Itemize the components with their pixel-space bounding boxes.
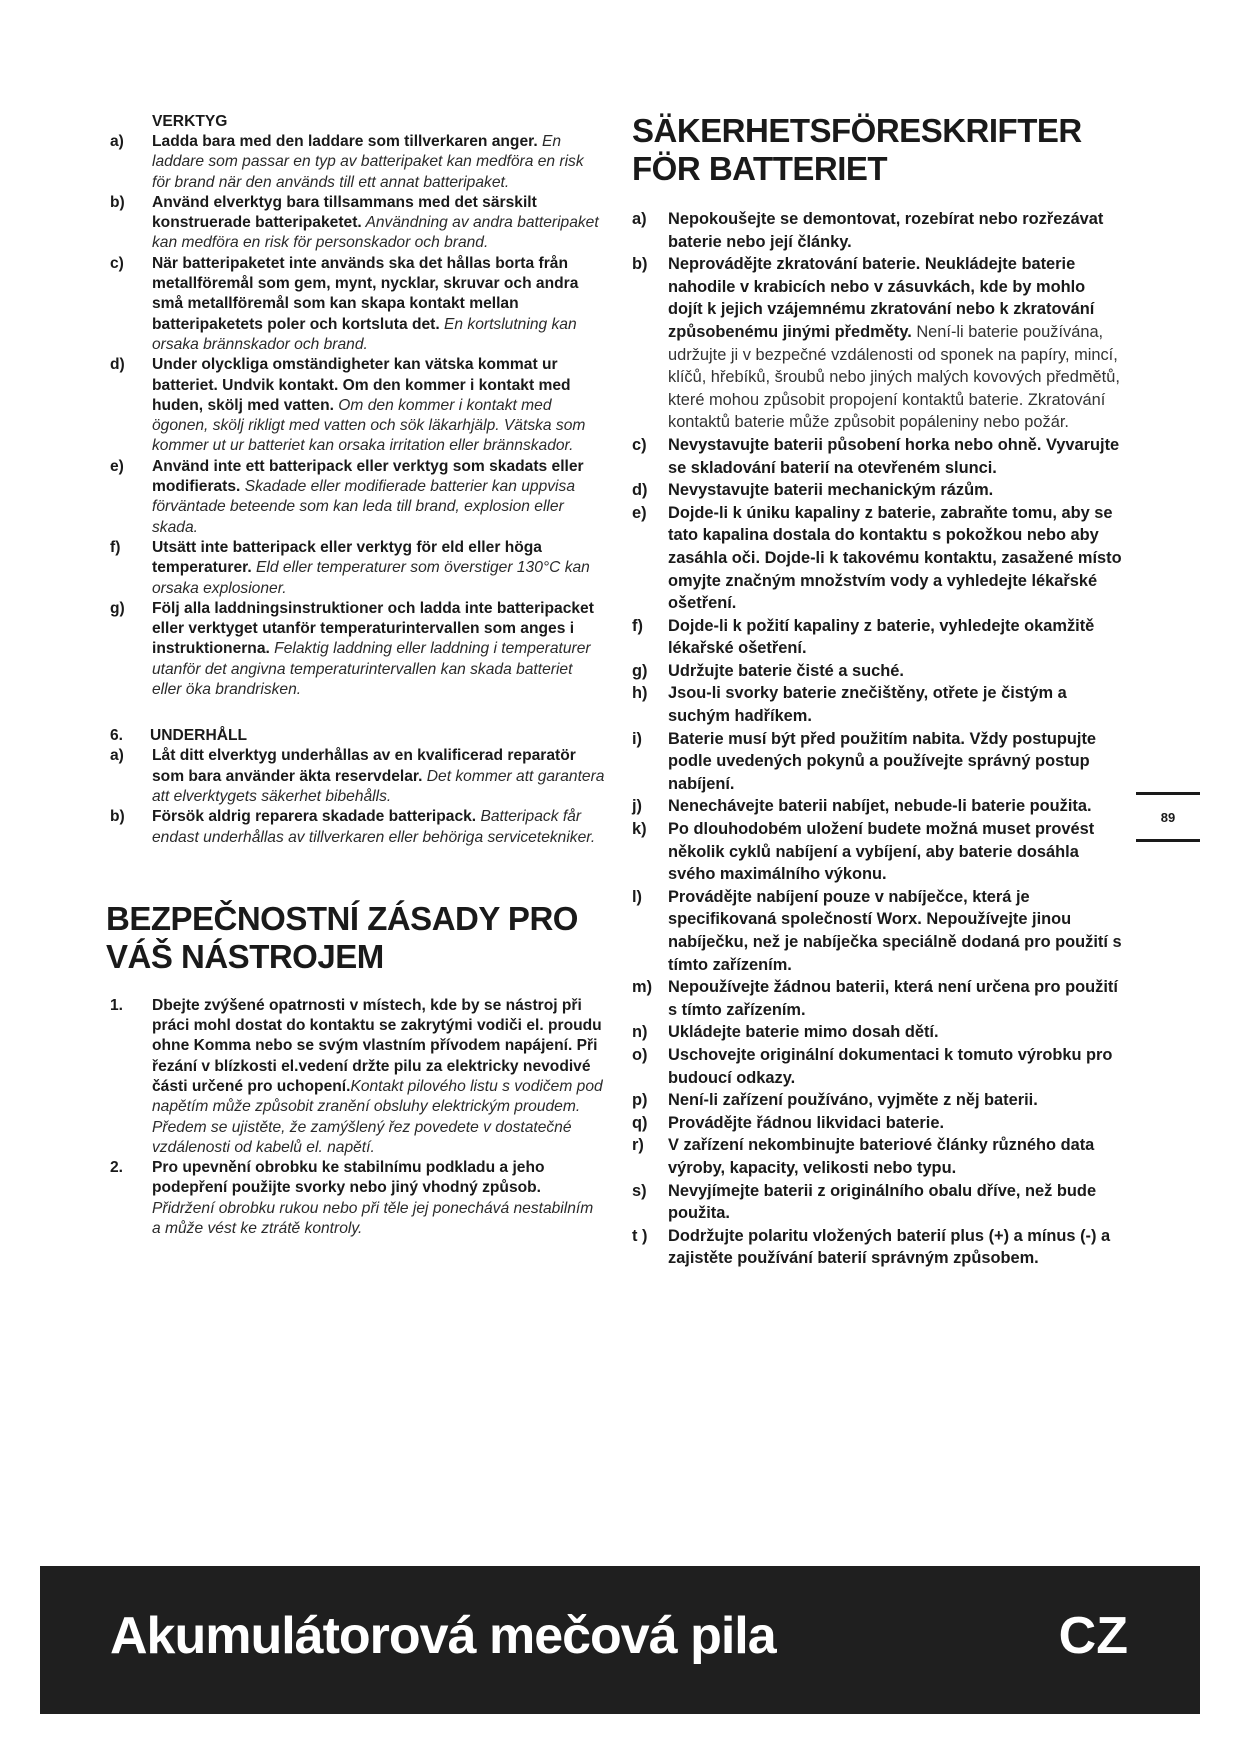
list-item-bold-text: Není-li zařízení používáno, vyjměte z něj baterii. [668, 1091, 1038, 1110]
list-item-bold-text: Nepokoušejte se demontovat, rozebírat nebo rozřezávat baterie nebo její články. [668, 210, 1104, 251]
list-item-bold-text: Ladda bara med den laddare som tillverkaren anger. [152, 133, 538, 150]
list-item [106, 807, 606, 848]
list-item-bold-text: Neprovádějte zkratování baterie. Neukládejte baterie nahodile v krabicích nebo v zásuvkách, kde by mohlo dojít k jejich vzájemnému zkratování nebo k zkratování způsobenému jinými předměty. [668, 255, 1095, 341]
list-item-bold-text: Pro upevnění obrobku ke stabilnímu podkladu a jeho podepření použijte svorky nebo jiný vhodný způsob. [152, 1159, 545, 1197]
list-item-bold-text: Dojde-li k úniku kapaliny z baterie, zabraňte tomu, aby se tato kapalina dostala do kontaktu s pokožkou nebo aby zasáhla oči. Dojde-li k takovému kontaktu, zasažené místo omyjte značným množstvím vody a vyhledejte lékařské ošetření. [668, 503, 1122, 613]
list-item [632, 434, 1122, 479]
list-item-bold-text: Ukládejte baterie mimo dosah dětí. [668, 1023, 939, 1042]
cz-safety-title: BEZPEČNOSTNÍ ZÁSADY PRO VÁŠ NÁSTROJEM [106, 899, 578, 975]
list-item-label: c) [110, 254, 124, 272]
list-item-body-text: Eld eller temperaturer som överstiger 130°C kan orsaka explosioner. [152, 559, 590, 597]
list-item-bold-text: Nevystavujte baterii působení horka nebo ohně. Vyvarujte se skladování baterií na otevřeném slunci. [668, 435, 1120, 477]
list-item-label: e) [110, 457, 124, 475]
list-item-bold-text: Baterie musí být před použitím nabita. Vždy postupujte podle uvedených pokynů a používejte správný postup nabíjení. [668, 729, 1097, 793]
list-item-label: 2. [110, 1159, 124, 1177]
list-item-label: i) [632, 729, 643, 748]
list-item [632, 1044, 1122, 1089]
list-item [632, 208, 1122, 253]
list-item [632, 1021, 1122, 1044]
list-item-label: d) [632, 481, 648, 500]
page-number: 89 [1136, 792, 1200, 842]
section-number: 6. [110, 727, 124, 745]
section-title: UNDERHÅLL [150, 727, 248, 745]
battery-safety-title: SÄKERHETSFÖRESKRIFTER FÖR BATTERIET [632, 112, 1082, 187]
list-item-label: n) [632, 1023, 648, 1042]
list-item-bold-text: Nevyjímejte baterii z originálního obalu dříve, než bude použita. [668, 1181, 1097, 1223]
list-item [632, 253, 1122, 434]
list-item-label: j) [632, 797, 643, 816]
list-item-bold-text: Utsätt inte batteripack eller verktyg för eld eller höga temperaturer. [152, 538, 542, 577]
list-item-label: a) [110, 747, 124, 765]
list-item-bold-text: Dodržujte polaritu vložených baterií plus (+) a mínus (-) a zajistěte používání baterií správným způsobem. [668, 1226, 1111, 1268]
list-item [106, 599, 606, 700]
list-item-bold-text: Dojde-li k požití kapaliny z baterie, vyhledejte okamžitě lékařské ošetření. [668, 616, 1095, 658]
right-column [632, 112, 1122, 1270]
list-item-bold-text: Dbejte zvýšené opatrnosti v místech, kde by se nástroj při práci mohl dostat do kontaktu se zakrytými vodiči el. proudu ohne Komma nebo se svým vlastním přívodem napájení. Při řezání v blízkosti el.vedení držte pilu za elektricky nevodivé části určené pro uchopení. [152, 996, 602, 1095]
section-heading-tools: VERKTYG [152, 113, 228, 130]
list-item-body-text: Kontakt pilového listu s vodičem pod napětím může způsobit zranění obsluhy elektrickým proudem. Předem se ujistěte, že zamýšlený řez povedete v dostatečné vzdálenosti od kabelů el. napětí. [152, 1077, 603, 1156]
list-item-label: l) [632, 887, 643, 906]
list-item-label: g) [110, 599, 125, 617]
footer-product-title: Akumulátorová mečová pila [110, 1607, 776, 1665]
list-item-bold-text: Uschovejte originální dokumentaci k tomuto výrobku pro budoucí odkazy. [668, 1045, 1113, 1087]
list-item-body-text: Není-li baterie používána, udržujte ji v bezpečné vzdálenosti od sponek na papíry, mincí, klíčů, hřebíků, šroubů nebo jiných malých kovových předmětů, které mohou způsobit propojení kontaktů baterie. Zkratování kontaktů baterie může způsobit popáleniny nebo požár. [668, 322, 1120, 432]
list-item-label: m) [632, 978, 653, 997]
list-item-bold-text: Nenechávejte baterii nabíjet, nebude-li baterie použita. [668, 797, 1092, 816]
list-item-body-text: Det kommer att garantera att elverktygets säkerhet bibehålls. [152, 767, 605, 805]
footer-bar [40, 1566, 1200, 1714]
list-item-bold-text: Låt ditt elverktyg underhållas av en kvalificerad reparatör som bara använder äkta reservdelar. [152, 747, 576, 785]
list-item-bold-text: Använd inte ett batteripack eller verktyg som skadats eller modifierats. [152, 457, 584, 496]
battery-safety-list [632, 208, 1122, 1270]
list-item [632, 1180, 1122, 1225]
list-item-body-text: Skadade eller modifierade batterier kan uppvisa förväntade beteende som kan leda till brand, explosion eller skada. [152, 478, 575, 536]
list-item [106, 538, 606, 599]
list-item [106, 193, 606, 254]
list-item-label: d) [110, 356, 125, 374]
list-item [632, 728, 1122, 796]
list-item-label: b) [110, 193, 125, 211]
list-item [106, 355, 606, 456]
left-column [106, 112, 606, 1239]
list-item-body-text: Felaktig laddning eller laddning i temperaturer utanför det angivna temperaturintervallen kan skada batteriet eller öka brandrisken. [152, 640, 591, 699]
maintenance-list [106, 746, 606, 847]
list-item [106, 457, 606, 538]
list-item [632, 615, 1122, 660]
list-item-label: s) [632, 1181, 647, 1200]
list-item-label: o) [632, 1045, 648, 1064]
list-item-bold-text: Jsou-li svorky baterie znečištěny, otřete je čistým a suchým hadříkem. [668, 684, 1067, 726]
section-heading-maintenance [106, 726, 606, 746]
list-item-body-text: Batteripack får endast underhållas av tillverkaren eller behöriga servicetekniker. [152, 808, 596, 846]
list-item [632, 976, 1122, 1021]
list-item [632, 502, 1122, 615]
list-item [632, 660, 1122, 683]
list-item-bold-text: Provádějte nabíjení pouze v nabíječce, která je specifikovaná společností Worx. Nepoužívejte jinou nabíječku, než je nabíječka speciálně dodaná pro použití s tímto zařízením. [668, 887, 1122, 974]
cz-safety-list [106, 996, 606, 1240]
list-item-label: a) [632, 210, 647, 228]
list-item [632, 1134, 1122, 1179]
list-item-body-text: En kortslutning kan orsaka brännskador och brand. [152, 315, 577, 353]
list-item [632, 818, 1122, 886]
list-item-bold-text: Använd elverktyg bara tillsammans med det särskilt konstruerade batteripaketet. [152, 193, 537, 232]
list-item-bold-text: När batteripaketet inte används ska det hållas borta från metallföremål som gem, mynt, nycklar, skruvar och andra små metallföremål som kan skapa kontakt mellan batteripaketets poler och kortsluta det. [152, 254, 579, 333]
list-item [106, 996, 606, 1158]
list-item-body-text: Přidržení obrobku rukou nebo při těle jej ponechává nestabilním a může vést ke ztrátě kontroly. [152, 1199, 594, 1238]
list-item-body-text: Om den kommer i kontakt med ögonen, skölj rikligt med vatten och sök läkarhjälp. Vätska som kommer ut ur batteriet kan orsaka irritation eller brännskador. [152, 396, 586, 455]
list-item-label: t ) [632, 1226, 648, 1245]
list-item-label: g) [632, 661, 648, 680]
list-item-label: a) [110, 133, 124, 150]
list-item-label: c) [632, 435, 647, 454]
list-item [632, 479, 1122, 502]
list-item-label: b) [632, 255, 648, 274]
list-item [106, 254, 606, 355]
list-item-bold-text: V zařízení nekombinujte bateriové články různého data výroby, kapacity, velikosti nebo typu. [668, 1136, 1095, 1177]
list-item-label: f) [632, 616, 643, 635]
list-item-label: h) [632, 684, 648, 703]
list-item-body-text: Användning av andra batteripaket kan medföra en risk för personskador och brand. [152, 214, 599, 252]
list-item-bold-text: Försök aldrig reparera skadade batteripack. [152, 808, 477, 826]
list-item-label: r) [632, 1136, 644, 1155]
list-item [106, 746, 606, 807]
list-item-label: k) [632, 820, 647, 839]
footer-language-code: CZ [1058, 1607, 1128, 1665]
list-item-label: q) [632, 1113, 648, 1132]
list-item-bold-text: Udržujte baterie čisté a suché. [668, 661, 904, 680]
list-item-bold-text: Nepoužívejte žádnou baterii, která není určena pro použití s tímto zařízením. [668, 978, 1118, 1019]
list-item [632, 682, 1122, 727]
list-item [632, 1225, 1122, 1270]
list-item-label: f) [110, 538, 121, 556]
list-item-label: 1. [110, 996, 124, 1014]
list-item [632, 1112, 1122, 1135]
tools-list [106, 132, 606, 700]
list-item-label: b) [110, 808, 125, 826]
list-item [632, 795, 1122, 818]
list-item-bold-text: Under olyckliga omständigheter kan vätska kommat ur batteriet. Undvik kontakt. Om den kommer i kontakt med huden, skölj med vatten. [152, 356, 571, 414]
list-item-bold-text: Provádějte řádnou likvidaci baterie. [668, 1113, 945, 1132]
list-item-label: p) [632, 1091, 648, 1110]
list-item-bold-text: Följ alla laddningsinstruktioner och ladda inte batteripacket eller verktyget utanför temperaturintervallen som anges i instruktionerna. [152, 599, 594, 658]
list-item [632, 1089, 1122, 1112]
list-item [632, 886, 1122, 976]
list-item-bold-text: Nevystavujte baterii mechanickým rázům. [668, 481, 994, 500]
list-item-bold-text: Po dlouhodobém uložení budete možná muset provést několik cyklů nabíjení a vybíjení, aby baterie dosáhla svého maximálního výkonu. [668, 820, 1095, 884]
list-item-label: e) [632, 503, 647, 522]
list-item [106, 132, 606, 193]
list-item [106, 1158, 606, 1239]
list-item-body-text: En laddare som passar en typ av batteripaket kan medföra en risk för brand när den används till ett annat batteripaket. [152, 133, 584, 191]
